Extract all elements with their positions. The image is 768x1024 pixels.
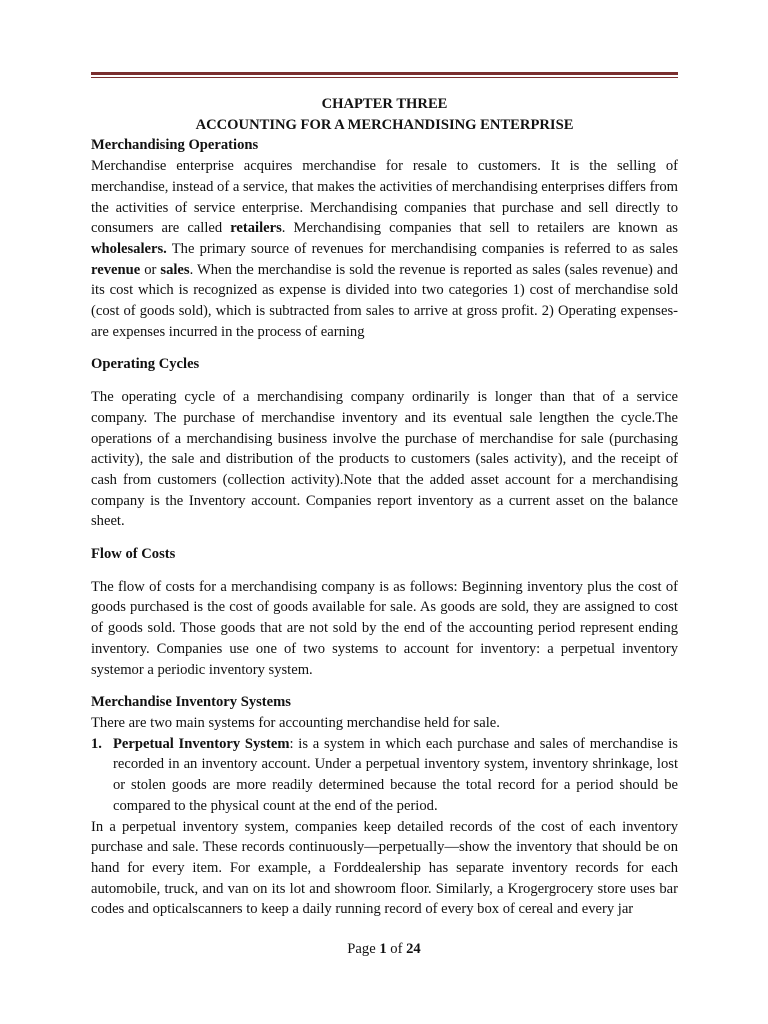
text-run: Merchandise enterprise acquires merchandise for resale to customers. It is the selling of merchandise, instead of a service, that makes the activities of merchandising enterprises differs from the activities of service enterprise. Merchandising companies that purchase and sell directly to consumers are called: [91, 158, 678, 237]
list-item-perpetual: [91, 734, 678, 817]
paragraph-merchandising-operations: [91, 156, 678, 342]
paragraph-operating-cycles: The operating cycle of a merchandising company ordinarily is longer than that of a service company. The purchase of merchandise inventory and its eventual sale lengthen the cycle.The operations of a merchandising business involve the purchase of merchandise for sale (purchasing activity), the sale and distribution of the products to customers (sales activity), and the receipt of cash from customers (collection activity).Note that the added asset account for a merchandising company is the Inventory account. Companies report inventory as a current asset on the balance sheet.: [91, 389, 678, 530]
paragraph-flow-of-costs: The flow of costs for a merchandising company is as follows: Beginning inventory plus the cost of goods purchased is the cost of goods available for sale. As goods are sold, they are assigned to cost of goods sold. Those goods that are not sold by the end of the accounting period represent ending inventory. Companies use one of two systems to account for inventory: a perpetual inventory systemor a periodic inventory system.: [91, 578, 678, 678]
heading-inventory-systems: Merchandise Inventory Systems: [91, 694, 291, 711]
footer-page-word: Page: [347, 941, 380, 957]
heading-flow-of-costs: Flow of Costs: [91, 546, 176, 563]
term-perpetual-inventory-system: Perpetual Inventory System: [113, 735, 290, 752]
chapter-subtitle: ACCOUNTING FOR A MERCHANDISING ENTERPRISE: [195, 116, 574, 133]
footer-of-word: of: [386, 941, 407, 957]
text-run: : is a system in which each purchase and sales of merchandise is recorded in an inventory account. Under a perpetual inventory system, inventory shrinkage, lost or stolen goods are more readily determined because the total record for a period should be compared to the physical count at the end of the period.: [113, 735, 678, 814]
inventory-systems-intro: There are two main systems for accounting merchandise held for sale.: [91, 714, 500, 731]
page-footer: [0, 941, 768, 958]
page-content: [91, 94, 678, 920]
text-run: or: [140, 261, 161, 278]
term-retailers: retailers: [230, 220, 282, 237]
term-revenue: revenue: [91, 261, 141, 278]
text-run: . When the merchandise is sold the revenue is reported as sales (sales revenue) and its cost which is recognized as expense is divided into two categories 1) cost of merchandise sold (cost of goods sold), which is subtracted from sales to arrive at gross profit. 2) Operating expenses- are expenses incurred in the process of earning: [91, 261, 678, 340]
text-run: . Merchandising companies that sell to retailers are known as: [281, 220, 678, 237]
header-rule-thick: [91, 72, 678, 75]
chapter-title: CHAPTER THREE: [321, 96, 448, 112]
header-rule-thin: [91, 77, 678, 78]
term-sales: sales: [160, 261, 190, 278]
footer-total-pages: 24: [406, 941, 421, 957]
text-run: The primary source of revenues for merchandising companies is referred to as sales: [166, 240, 678, 257]
footer-current-page: 1: [379, 941, 387, 957]
heading-operating-cycles: Operating Cycles: [91, 356, 200, 373]
term-wholesalers: wholesalers.: [91, 240, 167, 257]
heading-merchandising-operations: Merchandising Operations: [91, 137, 259, 154]
paragraph-perpetual-detail: In a perpetual inventory system, companies keep detailed records of the cost of each inventory purchase and sale. These records continuously—perpetually—show the inventory that should be on hand for every item. For example, a Forddealership has separate inventory records for each automobile, truck, and van on its lot and showroom floor. Similarly, a Krogergrocery store uses bar codes and opticalscanners to keep a daily running record of every box of cereal and every jar: [91, 818, 678, 918]
list-number: 1.: [91, 735, 102, 752]
